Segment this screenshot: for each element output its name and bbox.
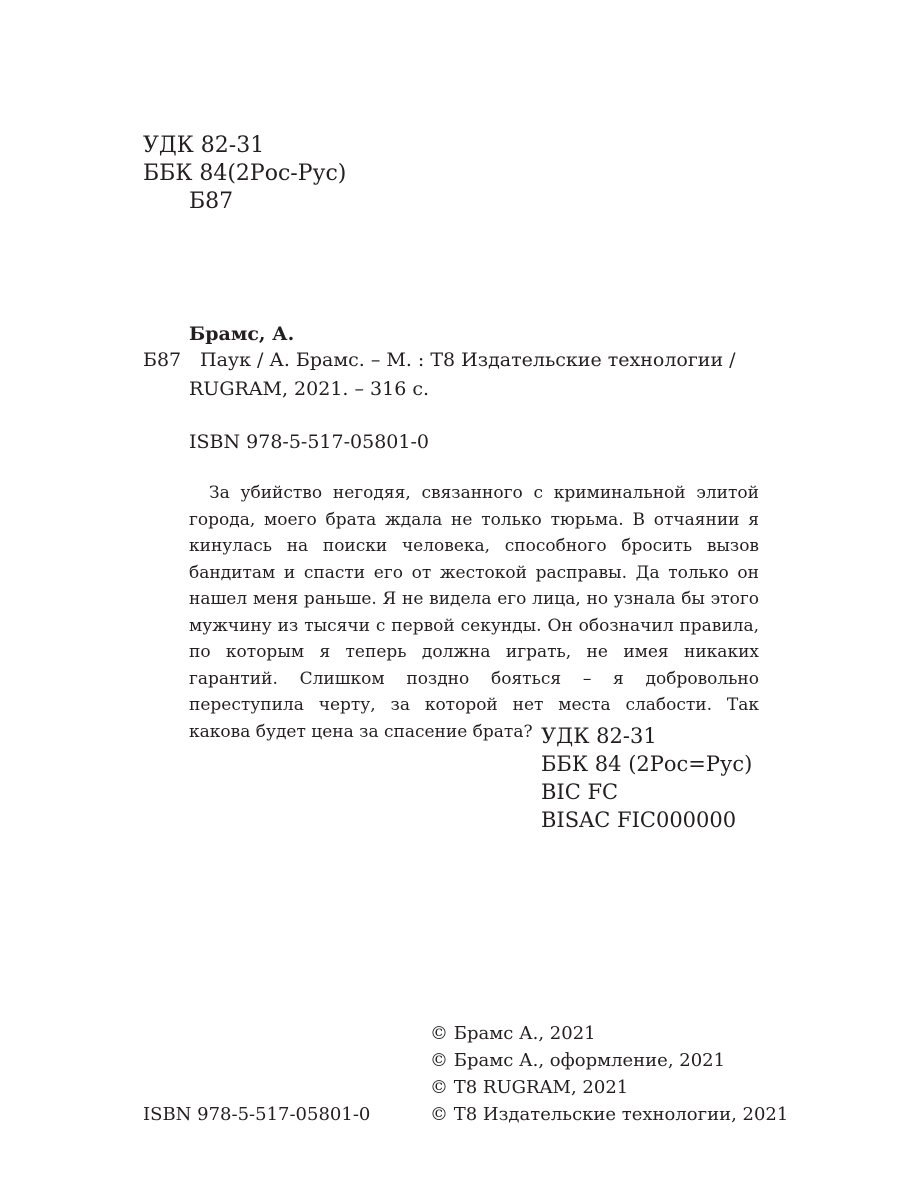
classification-bisac: BISAC FIC000000 — [541, 808, 737, 832]
author-name: Брамс, А. — [189, 323, 295, 345]
copyright-line: © Т8 RUGRAM, 2021 — [430, 1077, 629, 1098]
copyright-line: © Брамс А., оформление, 2021 — [430, 1050, 726, 1071]
bbk-code: ББК 84(2Рос-Рус) — [143, 161, 347, 186]
isbn-bibliographic: ISBN 978-5-517-05801-0 — [189, 431, 429, 453]
classification-block — [541, 722, 752, 834]
udk-code: УДК 82-31 — [143, 133, 265, 158]
copyright-line: © Т8 Издательские технологии, 2021 — [430, 1104, 789, 1125]
annotation-text: За убийство негодяя, связанного с криминальной элитой города, моего брата ждала не только тюрьма. В отчаянии я кинулась на поиски человека, способного бросить вызов бандитам и спасти его от жестокой расправы. Да только он нашел меня раньше. Я не видела его лица, но узнала бы этого мужчину из тысячи с первой секунды. Он обозначил правила, по которым я теперь должна играть, не имея никаких гарантий. Слишком поздно бояться – я добровольно переступила черту, за которой нет места слабости. Так какова будет цена за спасение брата? — [189, 483, 759, 742]
bibliographic-line-1: Паук / А. Брамс. – М. : Т8 Издательские технологии / — [200, 349, 736, 371]
bibliographic-line-2: RUGRAM, 2021. – 316 с. — [189, 378, 430, 400]
isbn-footer: ISBN 978-5-517-05801-0 — [143, 1104, 371, 1125]
classification-bic: BIC FC — [541, 780, 619, 804]
author-sign-bib: Б87 — [143, 349, 182, 371]
classification-bbk: ББК 84 (2Рос=Рус) — [541, 752, 753, 776]
copyright-line: © Брамс А., 2021 — [430, 1023, 596, 1044]
copyright-block — [430, 1020, 788, 1128]
classification-udk: УДК 82-31 — [541, 724, 657, 748]
author-sign: Б87 — [189, 189, 234, 214]
